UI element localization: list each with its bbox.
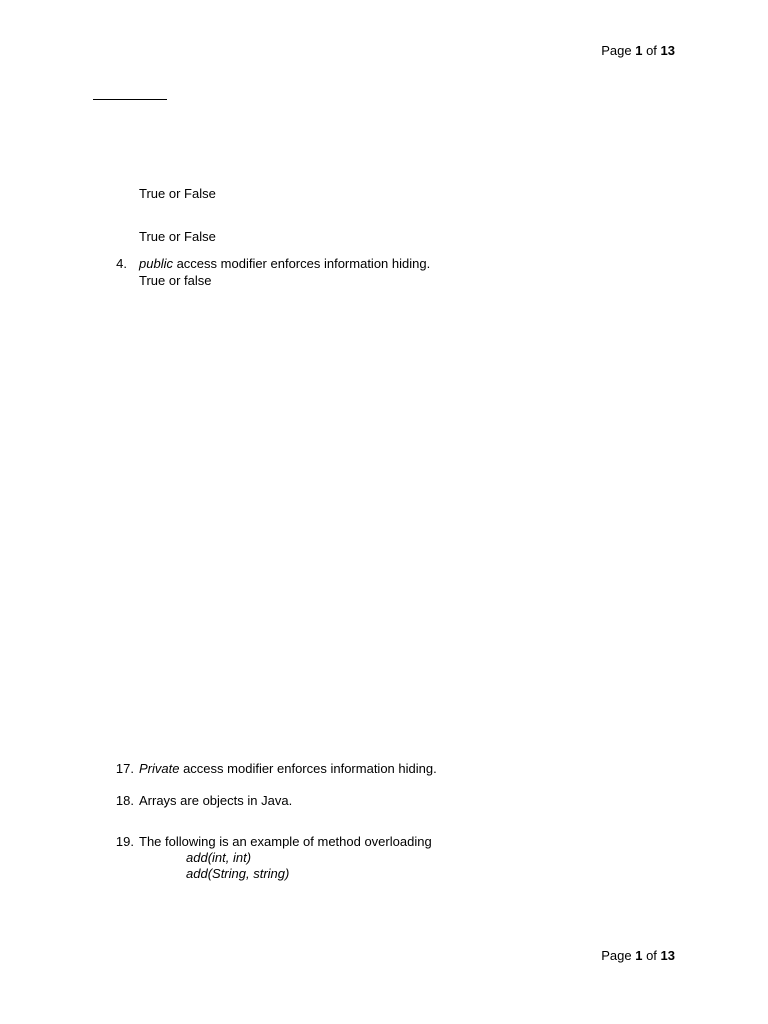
- question-body: access modifier enforces information hiding.: [172, 256, 431, 271]
- question-body: access modifier enforces information hiding.: [179, 761, 437, 776]
- page-footer-number: [601, 948, 675, 964]
- question-number: 4.: [116, 256, 127, 271]
- emphasis-keyword: Private: [139, 761, 180, 776]
- page-separator: of: [646, 43, 657, 58]
- code-line: add(String, string): [186, 866, 290, 881]
- question-answer: True or false: [139, 273, 212, 288]
- code-line: add(int, int): [186, 850, 252, 865]
- page-header-number: [601, 43, 675, 59]
- question-text: [139, 761, 437, 777]
- page-total: 13: [660, 948, 675, 963]
- name-blank-line: [93, 99, 167, 100]
- page-label: Page: [601, 43, 632, 58]
- page-current: 1: [635, 948, 643, 963]
- page-current: 1: [635, 43, 643, 58]
- page-separator: of: [646, 948, 657, 963]
- question-text: Arrays are objects in Java.: [139, 793, 293, 808]
- question-text: The following is an example of method overloading: [139, 834, 432, 849]
- question-number: 18.: [115, 793, 134, 808]
- answer-line-a: True or False: [139, 186, 216, 201]
- question-text: [139, 256, 430, 272]
- page-total: 13: [660, 43, 675, 58]
- question-number: 17.: [115, 761, 134, 776]
- page-label: Page: [601, 948, 632, 963]
- question-number: 19.: [115, 834, 134, 849]
- answer-line-b: True or False: [139, 229, 216, 244]
- emphasis-keyword: public: [139, 256, 173, 271]
